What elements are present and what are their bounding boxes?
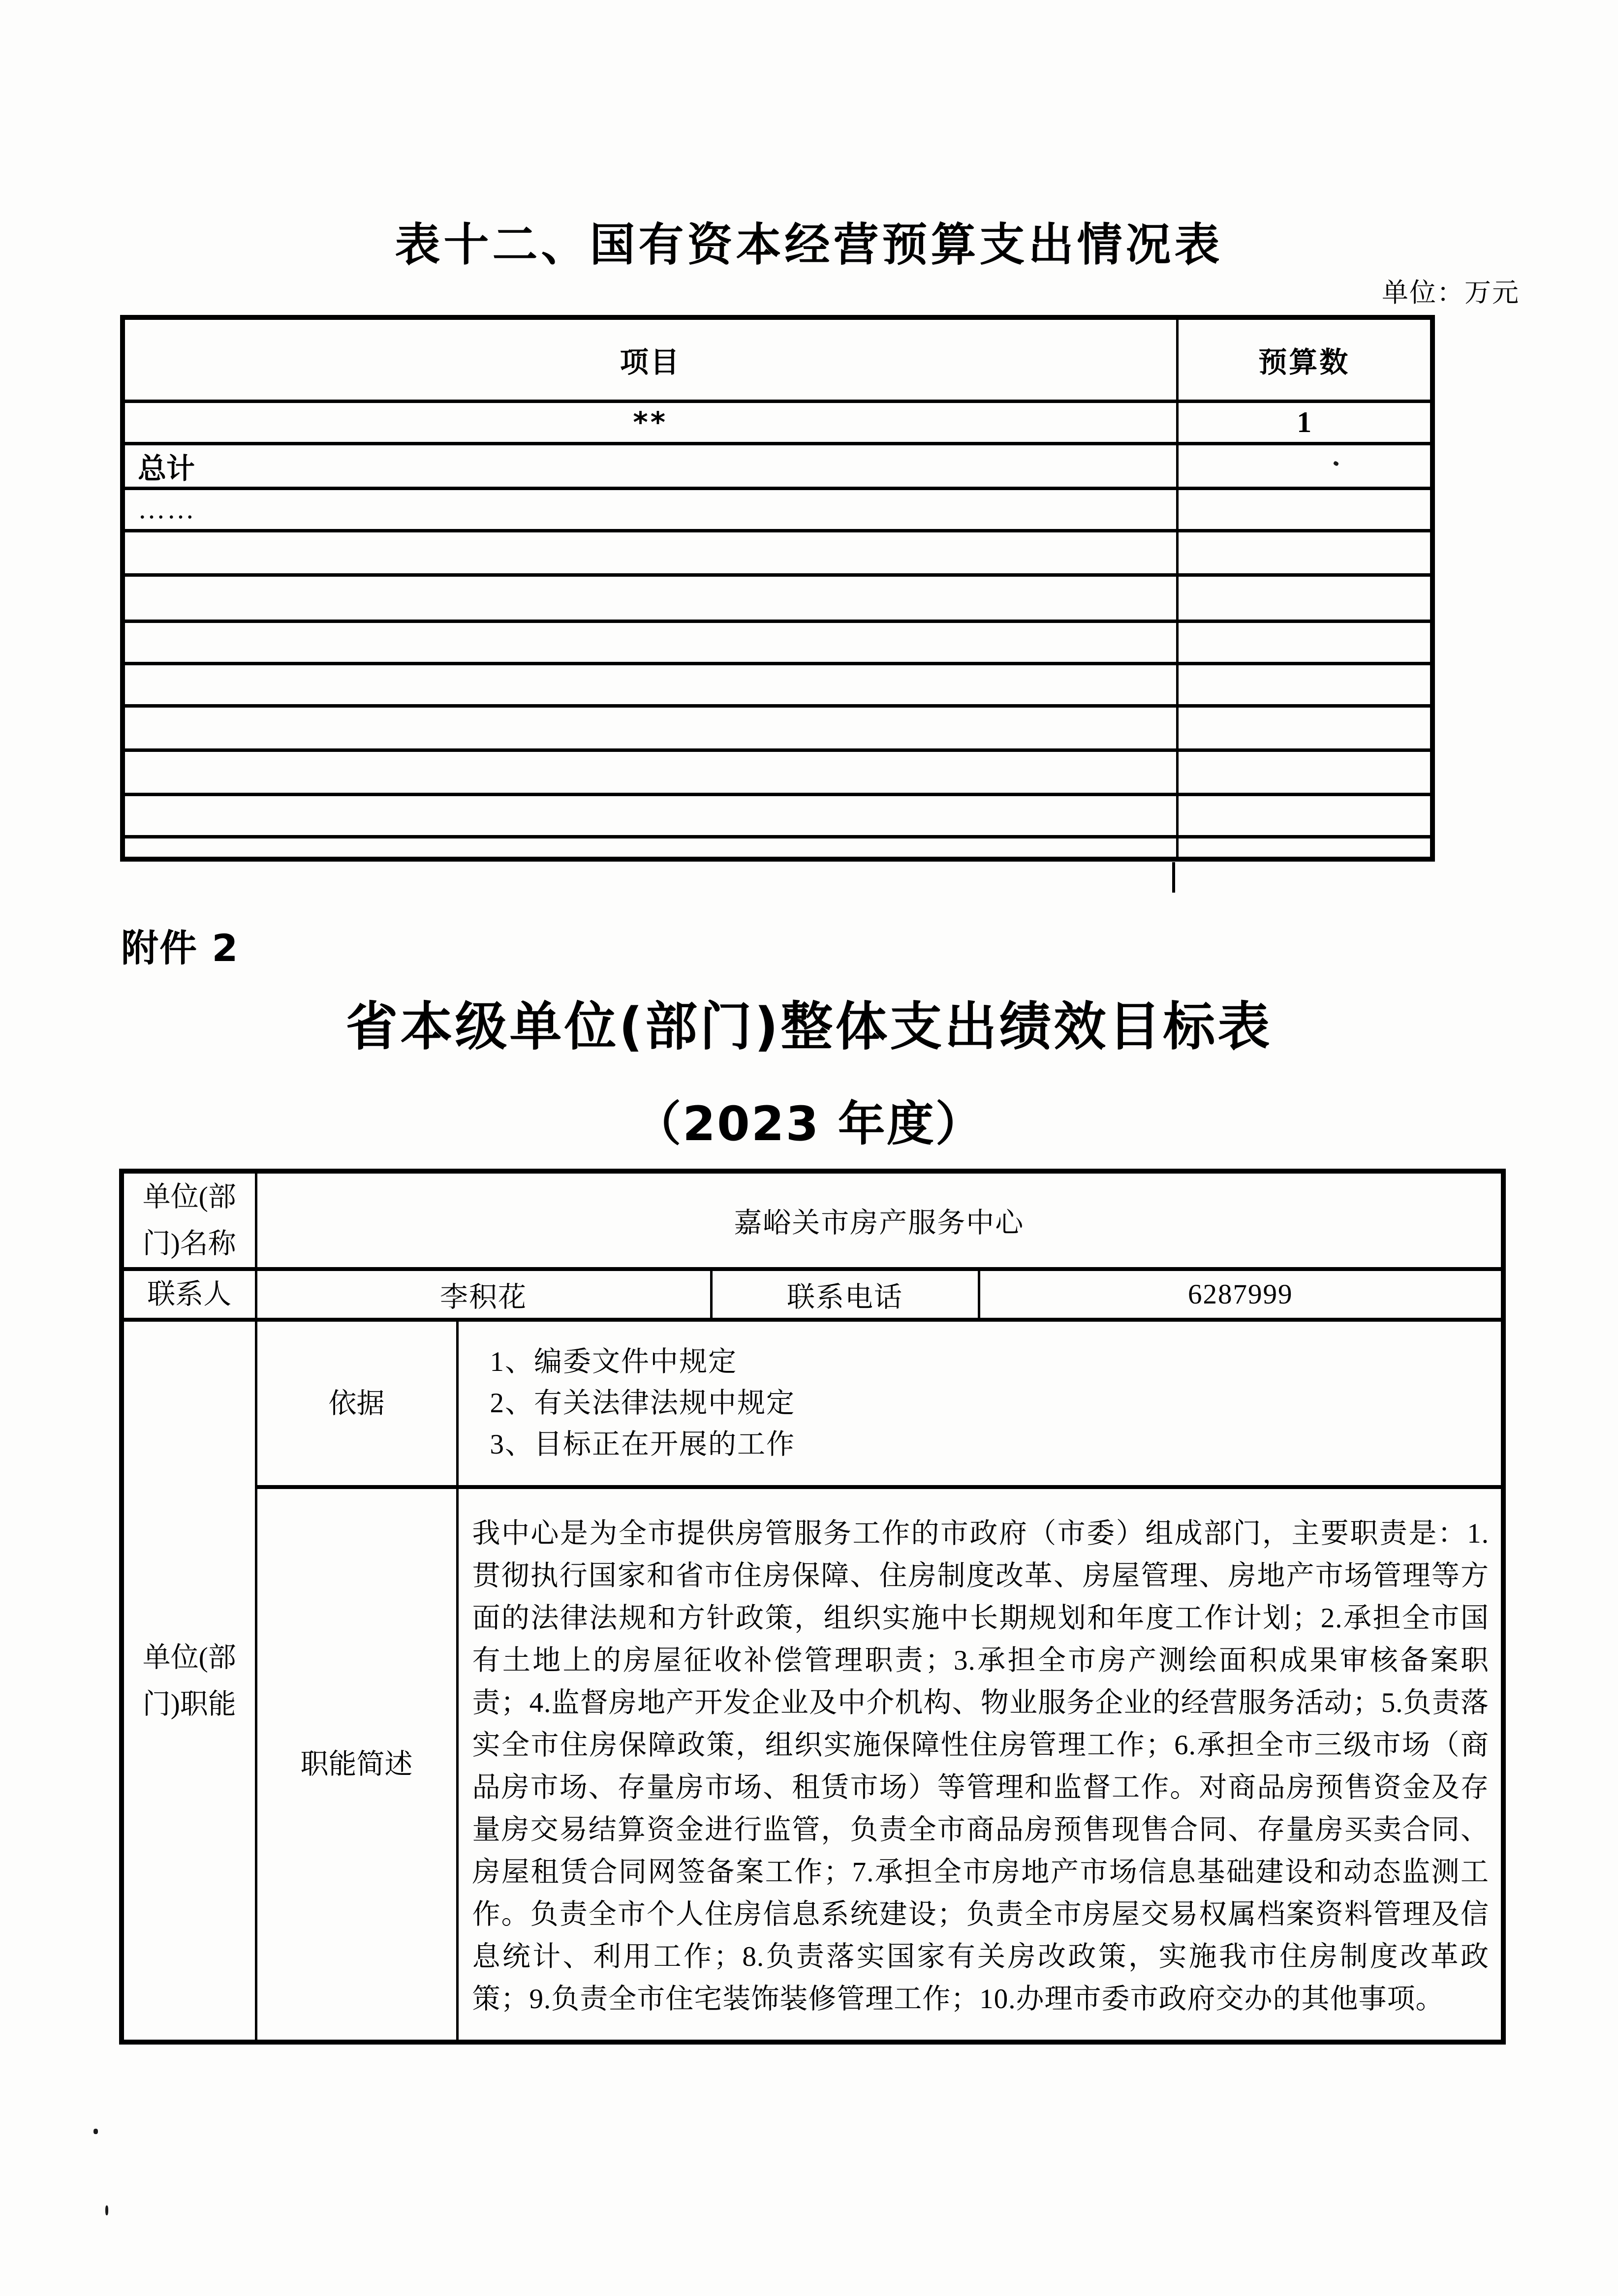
table2-title: 省本级单位(部门)整体支出绩效目标表	[345, 996, 1273, 1057]
table-row	[123, 837, 1432, 859]
t1-cell-item	[123, 706, 1177, 750]
t1-cell-item	[123, 837, 1177, 859]
t2-basis-label: 依据	[256, 1320, 457, 1487]
t1-cell-item: ……	[123, 488, 1177, 530]
t1-cell-item	[123, 794, 1177, 837]
t1-header-item: 项目	[123, 317, 1177, 401]
table-row	[123, 401, 1432, 443]
t1-cell-budget	[1177, 837, 1432, 859]
table-row	[123, 530, 1432, 575]
t2-summary-label: 职能简述	[256, 1487, 457, 2042]
t2-basis-item-3: 3、目标正在开展的工作	[490, 1429, 795, 1460]
t1-cell-item	[123, 575, 1177, 621]
t2-basis-item-1: 1、编委文件中规定	[490, 1346, 737, 1377]
t1-cell-budget	[1177, 706, 1432, 750]
t2-contact-value: 李积花	[256, 1269, 711, 1320]
attachment-label: 附件 2	[121, 926, 239, 970]
unit-label: 单位：万元	[1382, 278, 1520, 308]
t1-cell-budget: 1	[1177, 401, 1432, 443]
table-row	[123, 443, 1432, 488]
t1-cell-budget	[1177, 621, 1432, 663]
t1-cell-item: **	[123, 401, 1177, 443]
table-row	[122, 1487, 1503, 2042]
t2-unit-name-label-line1: 单位(部	[142, 1181, 236, 1212]
t1-cell-budget	[1177, 794, 1432, 837]
t2-function-label-line1: 单位(部	[142, 1642, 236, 1673]
t2-unit-name-label-line2: 门)名称	[142, 1228, 236, 1259]
table-row	[123, 575, 1432, 621]
t2-phone-value: 6287999	[979, 1269, 1503, 1320]
t2-function-label	[122, 1320, 256, 2042]
table-row	[123, 750, 1432, 794]
table-row	[123, 794, 1432, 837]
table2-year: （2023 年度）	[634, 1096, 984, 1151]
table-row	[123, 706, 1432, 750]
t2-basis-items	[457, 1320, 1503, 1487]
t2-phone-label: 联系电话	[711, 1269, 979, 1320]
table-row	[123, 317, 1432, 401]
t1-cell-budget	[1177, 488, 1432, 530]
t1-cell-budget	[1177, 750, 1432, 794]
scan-noise	[93, 2129, 98, 2134]
t2-function-label-line2: 门)职能	[142, 1688, 236, 1720]
t2-summary-text: 我中心是为全市提供房管服务工作的市政府（市委）组成部门，主要职责是：1.贯彻执行国家和省市住房保障、住房制度改革、房屋管理、房地产市场管理等方面的法律法规和方针政策，组织实施中长期规划和年度工作计划；2.承担全市国有土地上的房屋征收补偿管理职责；3.承担全市房产测绘面积成果审核备案职责；4.监督房地产开发企业及中介机构、物业服务企业的经营服务活动；5.负责落实全市住房保障政策，组织实施保障性住房管理工作；6.承担全市三级市场（商品房市场、存量房市场、租赁市场）等管理和监督工作。对商品房预售资金及存量房交易结算资金进行监管，负责全市商品房预售现售合同、存量房买卖合同、房屋租赁合同网签备案工作；7.承担全市房地产市场信息基础建设和动态监测工作。负责全市个人住房信息系统建设；负责全市房屋交易权属档案资料管理及信息统计、利用工作；8.负责落实国家有关房改政策，实施我市住房制度改革政策；9.负责全市住宅装饰装修管理工作；10.办理市委市政府交办的其他事项。	[457, 1487, 1503, 2042]
t1-cell-budget	[1177, 663, 1432, 706]
t2-basis-item-2: 2、有关法律法规中规定	[490, 1388, 795, 1419]
t1-cell-item	[123, 621, 1177, 663]
table1-title: 表十二、国有资本经营预算支出情况表	[395, 218, 1223, 271]
t1-cell-item	[123, 663, 1177, 706]
table-row	[122, 1269, 1503, 1320]
t1-cell-budget	[1177, 443, 1432, 488]
t1-cell-item	[123, 750, 1177, 794]
t2-unit-name-value: 嘉峪关市房产服务中心	[256, 1171, 1503, 1269]
table-row	[122, 1320, 1503, 1487]
table-row	[123, 621, 1432, 663]
table-row	[123, 488, 1432, 530]
performance-target-table	[119, 1169, 1506, 2045]
t1-header-budget: 预算数	[1177, 317, 1432, 401]
t1-cell-item	[123, 530, 1177, 575]
table-row	[123, 663, 1432, 706]
scan-noise	[105, 2205, 108, 2215]
t2-contact-label: 联系人	[122, 1269, 256, 1320]
scan-line-artifact	[1172, 862, 1175, 893]
t1-cell-budget	[1177, 575, 1432, 621]
budget-expenditure-table	[120, 315, 1435, 862]
t1-cell-item: 总计	[123, 443, 1177, 488]
table-row	[122, 1171, 1503, 1269]
t2-unit-name-label	[122, 1171, 256, 1269]
t1-cell-budget	[1177, 530, 1432, 575]
